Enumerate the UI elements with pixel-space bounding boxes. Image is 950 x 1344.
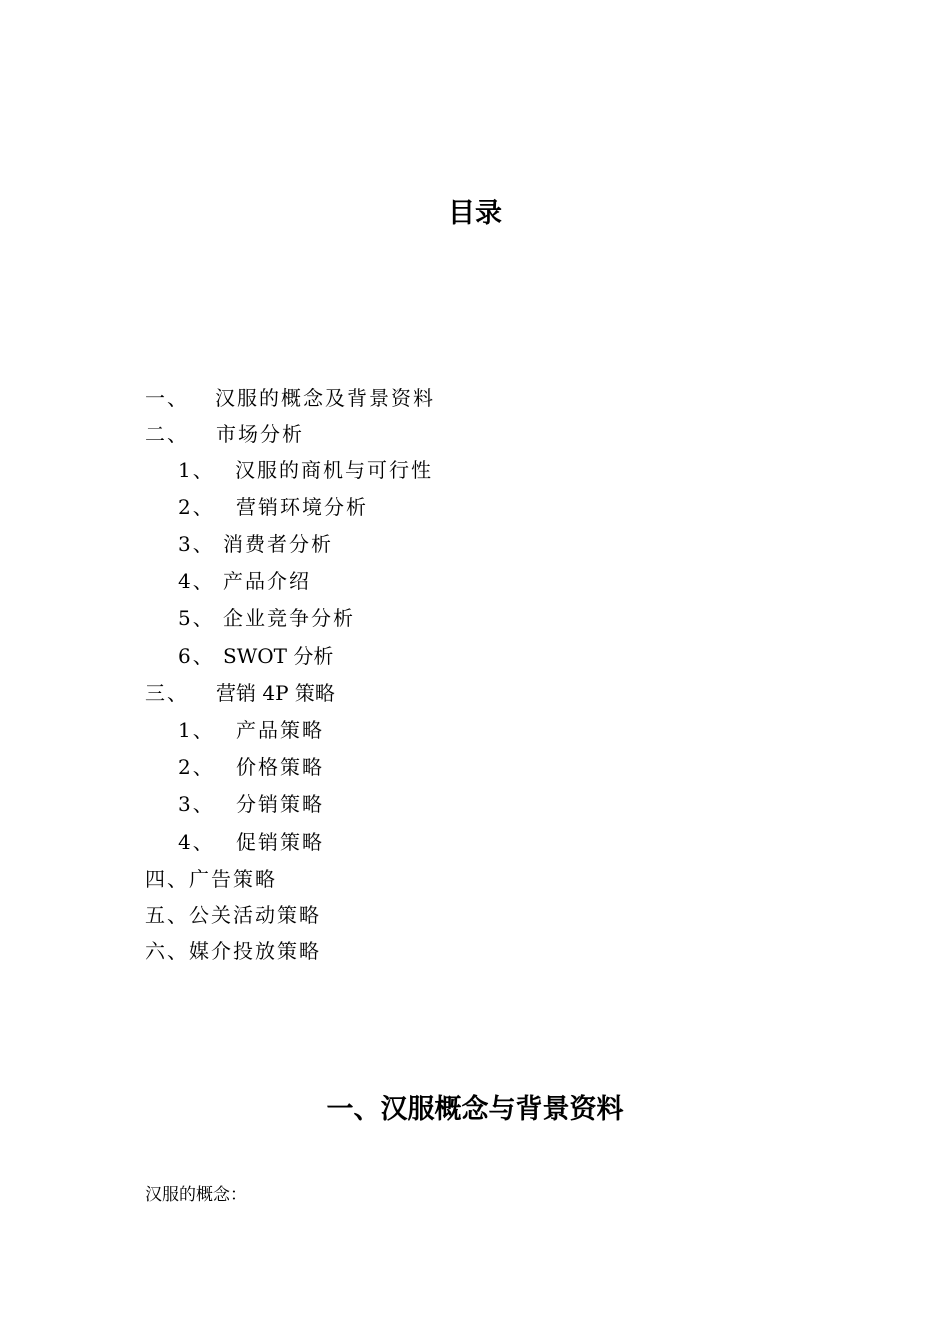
toc-item-3-1[interactable]: [178, 716, 324, 744]
toc-item-text: 企业竞争分析: [223, 606, 355, 630]
toc-item-text: 媒介投放策略: [189, 939, 321, 963]
toc-item-text: 促销策略: [236, 830, 324, 854]
toc-item-4[interactable]: [145, 865, 277, 893]
toc-item-text: 价格策略: [236, 755, 324, 779]
toc-item-text: 营销 4P 策略: [216, 681, 335, 705]
toc-item-number: 6、: [178, 644, 215, 668]
concept-label: 汉服的概念：: [145, 1185, 247, 1205]
toc-item-text: 产品介绍: [223, 569, 311, 593]
toc-item-2-5[interactable]: [178, 604, 355, 632]
toc-item-2[interactable]: [145, 420, 304, 448]
toc-item-text: 营销环境分析: [236, 495, 368, 519]
toc-item-number: 五、: [145, 903, 189, 927]
toc-title: 目录: [448, 198, 502, 229]
toc-item-2-3[interactable]: [178, 530, 333, 558]
toc-item-2-6[interactable]: [178, 642, 333, 670]
toc-item-text: 公关活动策略: [189, 903, 321, 927]
toc-item-1[interactable]: [145, 384, 435, 412]
toc-item-text: 产品策略: [236, 718, 324, 742]
toc-item-number: 2、: [178, 495, 215, 519]
toc-item-6[interactable]: [145, 937, 321, 965]
section-heading: 一、汉服概念与背景资料: [326, 1094, 624, 1125]
toc-item-3[interactable]: [145, 679, 335, 707]
toc-item-number: 3、: [178, 792, 215, 816]
toc-item-text: 广告策略: [189, 867, 277, 891]
toc-item-number: 三、: [145, 681, 189, 705]
toc-item-number: 1、: [178, 718, 215, 742]
toc-item-number: 一、: [145, 386, 189, 410]
toc-item-text: SWOT 分析: [223, 644, 334, 668]
toc-item-number: 4、: [178, 830, 215, 854]
toc-item-2-1[interactable]: [178, 456, 433, 484]
toc-item-text: 分销策略: [236, 792, 324, 816]
toc-item-text: 汉服的商机与可行性: [235, 458, 433, 482]
toc-item-3-3[interactable]: [178, 790, 324, 818]
toc-item-number: 3、: [178, 532, 215, 556]
toc-item-text: 汉服的概念及背景资料: [215, 386, 435, 410]
toc-item-2-2[interactable]: [178, 493, 368, 521]
toc-item-text: 市场分析: [216, 422, 304, 446]
toc-item-number: 2、: [178, 755, 215, 779]
toc-item-number: 二、: [145, 422, 189, 446]
toc-item-2-4[interactable]: [178, 567, 311, 595]
toc-item-3-4[interactable]: [178, 828, 324, 856]
toc-item-number: 5、: [178, 606, 215, 630]
toc-item-number: 六、: [145, 939, 189, 963]
toc-item-number: 四、: [145, 867, 189, 891]
toc-item-number: 4、: [178, 569, 215, 593]
toc-item-5[interactable]: [145, 901, 321, 929]
toc-item-text: 消费者分析: [223, 532, 333, 556]
toc-item-number: 1、: [178, 458, 215, 482]
toc-item-3-2[interactable]: [178, 753, 324, 781]
